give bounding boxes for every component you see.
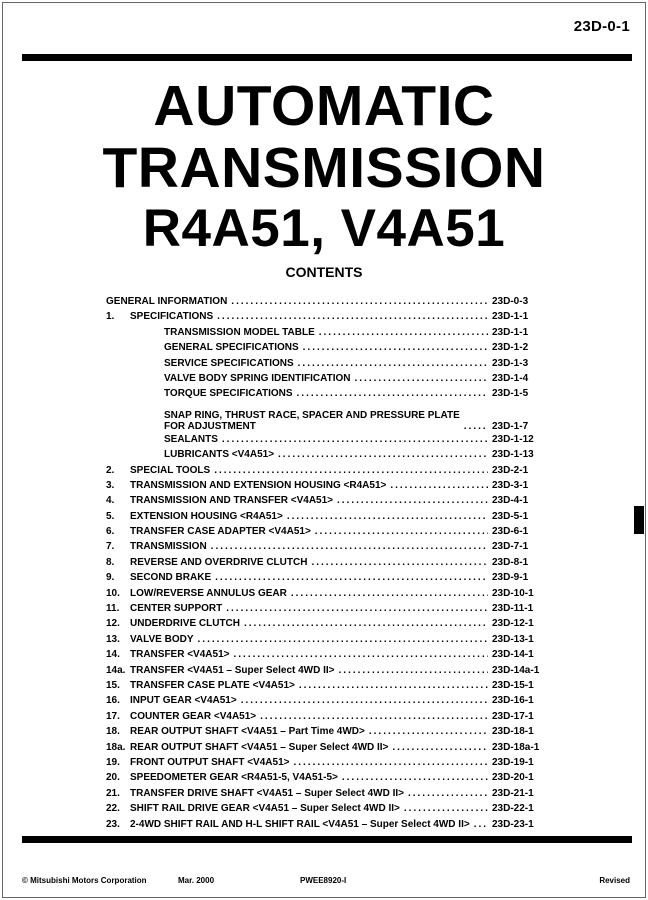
toc-entry-page: 23D-1-13 <box>492 449 534 461</box>
toc-entry-label: UNDERDRIVE CLUTCH <box>130 618 240 630</box>
toc-entry[interactable] <box>106 680 554 695</box>
toc-entry-label: SNAP RING, THRUST RACE, SPACER AND PRESSURE PLATE <box>164 409 460 421</box>
toc-entry-page: 23D-0-3 <box>492 296 529 307</box>
toc-entry-number: 13. <box>106 633 120 645</box>
footer-date: Mar. 2000 <box>178 876 215 885</box>
toc-leader-dots <box>260 711 488 722</box>
toc-leader-dots <box>339 665 488 676</box>
footer-copyright: © Mitsubishi Motors Corporation <box>22 876 147 885</box>
toc-entry-number: 21. <box>106 787 120 799</box>
toc-entry-page: 23D-20-1 <box>492 772 534 784</box>
toc-leader-dots <box>355 373 489 384</box>
toc-entry-page: 23D-1-12 <box>492 433 534 445</box>
toc-leader-dots <box>464 421 488 432</box>
toc-entry-number: 22. <box>106 803 120 815</box>
toc-entry[interactable] <box>106 726 554 741</box>
toc-entry[interactable] <box>106 588 554 603</box>
toc-entry[interactable] <box>106 649 554 664</box>
toc-entry[interactable] <box>106 342 554 357</box>
toc-entry-label: SERVICE SPECIFICATIONS <box>164 357 294 369</box>
toc-entry[interactable] <box>106 358 554 373</box>
toc-entry-page: 23D-1-1 <box>492 311 529 323</box>
toc-leader-dots <box>298 358 488 369</box>
toc-leader-dots <box>241 695 488 706</box>
toc-entry[interactable] <box>106 757 554 772</box>
toc-entry-number: 18. <box>106 726 120 738</box>
toc-entry[interactable] <box>106 618 554 633</box>
toc-leader-dots <box>392 742 488 753</box>
toc-entry-label: SPECIAL TOOLS <box>130 464 211 476</box>
toc-entry[interactable] <box>106 434 554 449</box>
toc-entry-label: REVERSE AND OVERDRIVE CLUTCH <box>130 556 308 568</box>
toc-entry-number: 6. <box>106 526 115 538</box>
toc-entry-label: 2-4WD SHIFT RAIL AND H-L SHIFT RAIL <V4A51 – Super Select 4WD II> <box>130 818 470 830</box>
toc-entry-label: INPUT GEAR <V4A51> <box>130 695 237 707</box>
toc-entry-page: 23D-11-1 <box>492 603 534 615</box>
toc-entry-page: 23D-7-1 <box>492 541 529 553</box>
toc-entry-label: SEALANTS <box>164 433 218 445</box>
toc-entry-number: 14a. <box>106 664 126 676</box>
toc-entry-page: 23D-4-1 <box>492 495 529 507</box>
toc-entry-label: TRANSFER DRIVE SHAFT <V4A51 – Super Select 4WD II> <box>130 787 404 799</box>
toc-entry-page: 23D-2-1 <box>492 464 529 476</box>
toc-entry-page: 23D-12-1 <box>492 618 534 630</box>
toc-entry-number: 23. <box>106 818 120 830</box>
toc-entry-label: SPEEDOMETER GEAR <R4A51-5, V4A51-5> <box>130 772 338 784</box>
toc-leader-dots <box>215 572 488 583</box>
toc-entry-label: CENTER SUPPORT <box>130 603 223 615</box>
toc-entry[interactable] <box>106 511 554 526</box>
toc-entry-page: 23D-16-1 <box>492 695 534 707</box>
toc-entry-label: SPECIFICATIONS <box>130 311 214 323</box>
toc-entry-page: 23D-8-1 <box>492 556 529 568</box>
toc-entry-label: COUNTER GEAR <V4A51> <box>130 710 257 722</box>
toc-leader-dots <box>390 480 488 491</box>
toc-entry-page: 23D-13-1 <box>492 633 534 645</box>
toc-leader-dots <box>217 311 488 322</box>
toc-entry-label: GENERAL INFORMATION <box>106 296 228 307</box>
toc-entry-page: 23D-10-1 <box>492 587 534 599</box>
toc-entry[interactable] <box>106 449 554 464</box>
toc-entry[interactable] <box>106 742 554 757</box>
toc-entry[interactable] <box>106 480 554 495</box>
toc-leader-dots <box>299 680 488 691</box>
toc-entry-number: 2. <box>106 464 115 476</box>
toc-entry[interactable] <box>106 495 554 510</box>
toc-entry-page: 23D-9-1 <box>492 572 529 584</box>
toc-leader-dots <box>287 511 488 522</box>
toc-leader-dots <box>222 434 488 445</box>
toc-leader-dots <box>474 819 488 830</box>
toc-entry-page: 23D-15-1 <box>492 679 534 691</box>
toc-leader-dots <box>198 634 488 645</box>
toc-entry-page: 23D-21-1 <box>492 787 534 799</box>
toc-entry-number: 12. <box>106 618 120 630</box>
toc-entry[interactable] <box>106 311 554 326</box>
toc-leader-dots <box>211 541 488 552</box>
title-line-1: AUTOMATIC <box>153 74 495 138</box>
toc-entry-label: VALVE BODY SPRING IDENTIFICATION <box>164 372 351 384</box>
toc-entry[interactable] <box>106 526 554 541</box>
toc-entry[interactable] <box>106 296 554 311</box>
toc-entry-label: TRANSMISSION AND TRANSFER <V4A51> <box>130 495 333 507</box>
toc-leader-dots <box>231 296 488 307</box>
toc-entry-page: 23D-18a-1 <box>492 741 540 753</box>
toc-entry-label: SHIFT RAIL DRIVE GEAR <V4A51 – Super Select 4WD II> <box>130 803 400 815</box>
title-line-3: R4A51, V4A51 <box>142 199 506 258</box>
toc-entry-label: EXTENSION HOUSING <R4A51> <box>130 510 283 522</box>
toc-entry-page: 23D-22-1 <box>492 803 534 815</box>
toc-leader-dots <box>342 772 488 783</box>
toc-entry-label-continued: FOR ADJUSTMENT <box>164 420 256 432</box>
toc-leader-dots <box>315 526 488 537</box>
toc-leader-dots <box>226 603 488 614</box>
toc-leader-dots <box>311 557 488 568</box>
toc-entry-number: 19. <box>106 756 120 768</box>
top-rule <box>22 54 632 61</box>
toc-entry-label: TRANSFER CASE PLATE <V4A51> <box>130 679 295 691</box>
toc-entry-number: 9. <box>106 572 115 584</box>
toc-leader-dots <box>303 342 488 353</box>
toc-leader-dots <box>337 495 488 506</box>
toc-entry-label: TRANSFER CASE ADAPTER <V4A51> <box>130 526 311 538</box>
contents-heading: CONTENTS <box>285 264 363 280</box>
toc-leader-dots <box>293 757 488 768</box>
toc-entry-label: GENERAL SPECIFICATIONS <box>164 342 299 354</box>
toc-entry[interactable] <box>106 388 554 403</box>
toc-entry-page: 23D-6-1 <box>492 526 529 538</box>
toc-entry-number: 20. <box>106 772 120 784</box>
toc-entry[interactable] <box>106 788 554 803</box>
toc-entry-page: 23D-3-1 <box>492 479 529 491</box>
toc-entry-label: TRANSFER <V4A51> <box>130 649 230 661</box>
toc-entry-label: REAR OUTPUT SHAFT <V4A51 – Super Select 4WD II> <box>130 741 389 753</box>
title-line-2: TRANSMISSION <box>102 136 546 200</box>
toc-entry-page: 23D-14a-1 <box>492 664 540 676</box>
toc-leader-dots <box>297 388 488 399</box>
toc-entry-page: 23D-1-2 <box>492 342 529 354</box>
toc-leader-dots <box>408 788 488 799</box>
toc-leader-dots <box>278 449 488 460</box>
toc-entry[interactable] <box>106 695 554 710</box>
toc-entry[interactable] <box>106 634 554 649</box>
section-tab-marker <box>634 506 644 534</box>
toc-entry-label: TRANSMISSION AND EXTENSION HOUSING <R4A51> <box>130 479 387 491</box>
toc-entry-label: TRANSMISSION MODEL TABLE <box>164 326 315 338</box>
toc-entry[interactable] <box>106 572 554 587</box>
toc-entry[interactable] <box>106 541 554 556</box>
toc-entry-number: 1. <box>106 311 115 323</box>
toc-entry[interactable] <box>106 327 554 342</box>
toc-entry-label: LUBRICANTS <V4A51> <box>164 449 275 461</box>
toc-entry[interactable] <box>106 373 554 388</box>
toc-leader-dots <box>404 803 488 814</box>
toc-entry-number: 7. <box>106 541 115 553</box>
toc-entry-number: 14. <box>106 649 120 661</box>
toc-entry-page: 23D-5-1 <box>492 510 529 522</box>
toc-entry-label: REAR OUTPUT SHAFT <V4A51 – Part Time 4WD> <box>130 726 365 738</box>
toc-entry-number: 15. <box>106 679 120 691</box>
toc-entry-label: LOW/REVERSE ANNULUS GEAR <box>130 587 287 599</box>
toc-leader-dots <box>319 327 488 338</box>
toc-entry-number: 17. <box>106 710 120 722</box>
toc-entry-page: 23D-17-1 <box>492 710 534 722</box>
toc-entry[interactable] <box>106 465 554 480</box>
toc-entry[interactable] <box>106 603 554 618</box>
toc-entry-label: TRANSFER <V4A51 – Super Select 4WD II> <box>130 664 335 676</box>
toc-entry[interactable] <box>106 665 554 680</box>
toc-entry[interactable] <box>106 772 554 787</box>
toc-entry[interactable] <box>106 803 554 818</box>
toc-entry-page: 23D-1-4 <box>492 372 529 384</box>
toc-entry-number: 4. <box>106 495 115 507</box>
toc-entry-number: 11. <box>106 603 120 615</box>
toc-leader-dots <box>233 649 488 660</box>
toc-entry-page: 23D-1-3 <box>492 357 529 369</box>
toc-entry-page: 23D-19-1 <box>492 756 534 768</box>
toc-entry-page: 23D-23-1 <box>492 818 534 830</box>
toc-entry-label: SECOND BRAKE <box>130 572 212 584</box>
toc-leader-dots <box>369 726 488 737</box>
page-number: 23D-0-1 <box>573 18 630 35</box>
footer-code: PWEE8920-I <box>300 876 347 885</box>
toc-entry[interactable] <box>106 557 554 572</box>
toc-entry[interactable] <box>106 404 554 434</box>
toc-leader-dots <box>291 588 488 599</box>
toc-entry-page: 23D-1-7 <box>492 420 529 432</box>
toc-entry-label: TRANSMISSION <box>130 541 207 553</box>
toc-entry-page: 23D-18-1 <box>492 726 534 738</box>
toc-entry-label: FRONT OUTPUT SHAFT <V4A51> <box>130 756 290 768</box>
toc-entry-label: VALVE BODY <box>130 633 194 645</box>
toc-entry-number: 16. <box>106 695 120 707</box>
toc-entry[interactable] <box>106 711 554 726</box>
table-of-contents <box>106 296 554 834</box>
toc-entry[interactable] <box>106 819 554 834</box>
toc-entry-number: 18a. <box>106 741 126 753</box>
toc-entry-label: TORQUE SPECIFICATIONS <box>164 388 293 400</box>
toc-entry-page: 23D-1-5 <box>492 388 529 400</box>
toc-entry-page: 23D-1-1 <box>492 326 529 338</box>
toc-entry-page: 23D-14-1 <box>492 649 534 661</box>
toc-leader-dots <box>214 465 488 476</box>
toc-entry-number: 3. <box>106 479 115 491</box>
bottom-rule <box>22 836 632 843</box>
toc-entry-number: 5. <box>106 510 115 522</box>
toc-leader-dots <box>244 618 488 629</box>
toc-entry-number: 8. <box>106 556 115 568</box>
toc-entry-number: 10. <box>106 587 120 599</box>
footer-status: Revised <box>599 876 630 885</box>
